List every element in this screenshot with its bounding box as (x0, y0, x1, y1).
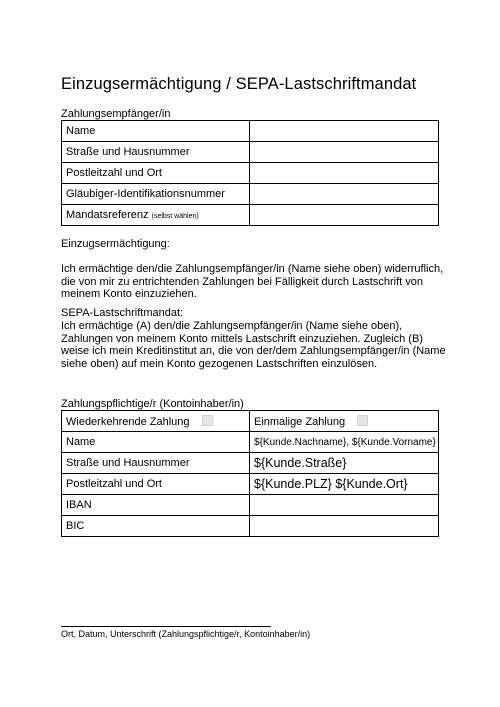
payee-street-field[interactable] (250, 142, 439, 163)
table-row (62, 163, 439, 184)
table-row (62, 184, 439, 205)
payer-city-label: Postleitzahl und Ort (62, 474, 250, 495)
table-row (62, 453, 439, 474)
table-row (62, 432, 439, 453)
mandate-reference-field[interactable] (250, 205, 439, 226)
table-row (62, 205, 439, 226)
signature-line[interactable] (61, 626, 271, 627)
sepa-heading: SEPA-Lastschriftmandat: (61, 307, 184, 319)
table-row (62, 121, 439, 142)
payer-caption: Zahlungspflichtige/r (Kontoinhaber/in) (61, 398, 244, 410)
recurring-payment-checkbox[interactable] (202, 415, 213, 426)
payer-table (61, 410, 439, 537)
payee-name-label: Name (62, 121, 250, 142)
payee-name-field[interactable] (250, 121, 439, 142)
payer-street-label: Straße und Hausnummer (62, 453, 250, 474)
payer-city-field[interactable]: ${Kunde.PLZ} ${Kunde.Ort} (250, 474, 439, 495)
mandate-reference-label: Mandatsreferenz (66, 209, 149, 221)
recurring-payment-label: Wiederkehrende Zahlung (66, 415, 190, 428)
payee-table (61, 120, 439, 226)
payer-name-field[interactable]: ${Kunde.Nachname}, ${Kunde.Vorname} (250, 432, 439, 453)
creditor-id-field[interactable] (250, 184, 439, 205)
payee-caption: Zahlungsempfänger/in (61, 108, 171, 120)
single-payment-option[interactable] (250, 411, 439, 432)
table-row (62, 411, 439, 432)
signature-label: Ort, Datum, Unterschrift (Zahlungspflichtige/r, Kontoinhaber/in) (61, 629, 311, 639)
authorization-text: Ich ermächtige den/die Zahlungsempfänger/in (Name siehe oben) widerruflich, die von mir zu entrichtenden Zahlungen bei Fälligkeit durch Lastschrift von meinem Konto einzuziehen. (61, 263, 444, 300)
page-title: Einzugsermächtigung / SEPA-Lastschriftmandat (61, 75, 417, 93)
payee-city-label: Postleitzahl und Ort (62, 163, 250, 184)
single-payment-checkbox[interactable] (357, 415, 368, 426)
recurring-payment-option[interactable] (62, 411, 250, 432)
mandate-reference-note: (selbst wählen) (151, 213, 199, 220)
sepa-text: Ich ermächtige (A) den/die Zahlungsempfänger/in (Name siehe oben), Zahlungen von meinem Konto mittels Lastschrift einzuziehen. Zugleich (B) weise ich mein Kreditinstitut an, die von der/dem Zahlungsempfänger/in (Name siehe oben) auf mein Konto gezogenen Lastschriften einzulösen. (61, 320, 446, 370)
table-row (62, 474, 439, 495)
table-row (62, 142, 439, 163)
mandate-reference-cell (62, 205, 250, 226)
bic-label: BIC (62, 516, 250, 537)
payer-name-label: Name (62, 432, 250, 453)
iban-label: IBAN (62, 495, 250, 516)
authorization-heading: Einzugsermächtigung: (61, 238, 170, 250)
table-row (62, 495, 439, 516)
iban-field[interactable] (250, 495, 439, 516)
payee-city-field[interactable] (250, 163, 439, 184)
creditor-id-label: Gläubiger-Identifikationsnummer (62, 184, 250, 205)
table-row (62, 516, 439, 537)
payee-street-label: Straße und Hausnummer (62, 142, 250, 163)
bic-field[interactable] (250, 516, 439, 537)
single-payment-label: Einmalige Zahlung (254, 415, 346, 428)
payer-street-field[interactable]: ${Kunde.Straße} (250, 453, 439, 474)
